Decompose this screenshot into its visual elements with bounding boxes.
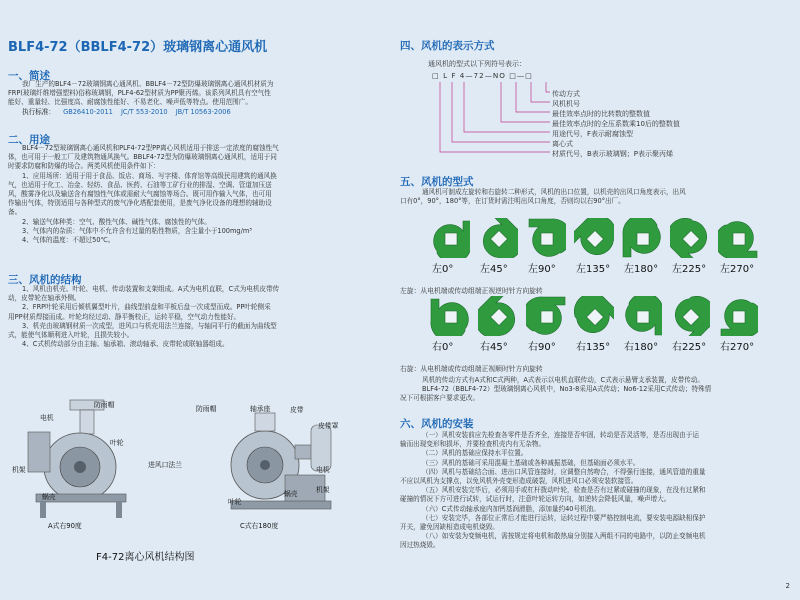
fan-orientation-icon (574, 296, 614, 336)
section6-line: 碰撞的情况下方可进行试转，试运行时，注意叶轮运转方向，如逆转会降低风量，噪声增大。 (400, 495, 671, 504)
label-frame-c: 机架 (316, 486, 330, 494)
section2-line: 4、气体的温度：不超过50℃。 (22, 236, 115, 245)
fan-orientation-icon (430, 218, 470, 258)
code-bracket-lines (436, 80, 556, 170)
label-rain-cap-c: 防雨帽 (196, 405, 217, 413)
section3-body (8, 285, 279, 349)
section2-line: 风，酸雾净化以及输送含有腐蚀性气体或需耐大气腐蚀等场合。既可用作输入气体，也可用 (8, 190, 272, 199)
code-legend-item: 用途代号，F表示耐腐蚀型 (552, 130, 634, 138)
section2-line: 2、输送气体种类：空气、酸性气体、碱性气体、腐蚀性的气体。 (22, 217, 211, 226)
fan-angle-label: 右270° (720, 342, 755, 353)
fan-orientation-icon (670, 296, 710, 336)
fan-orientation-icon (526, 296, 566, 336)
section1-body (8, 80, 274, 117)
label-belt-cover: 皮带罩 (318, 422, 339, 430)
section2-line: 备。 (8, 208, 22, 217)
section5-body (400, 188, 686, 206)
caption-a-type: A式右90度 (48, 522, 82, 530)
label-bearing-seat: 轴承座 (250, 405, 271, 413)
section3-line: 式，能使气体顺利进入叶轮，且损失较小。 (8, 331, 134, 340)
section3-line: 1、风机由机壳、叶轮、电机、传动装置和支架组成。A式为电机直联，C式为电机皮带传 (22, 285, 280, 293)
section3-line: 动，皮带轮在轴承外侧。 (8, 294, 81, 303)
drive-line: 风机的传动方式有A式和C式两种，A式表示以电机直联传动，C式表示悬臂支承装置，皮带传动。 (422, 376, 704, 384)
section2-line: 时要求防腐和防爆的场合。两类风机使用条件如下： (8, 162, 160, 171)
label-volute-a: 蜗壳 (42, 493, 56, 501)
standards-row (8, 108, 274, 117)
section6-line: （八）如安装为变频电机，需按规定将电机和散热扇分别接入两组不同的电路中，以防止变频电机 (422, 532, 706, 541)
fan-angle-label: 左90° (528, 264, 556, 275)
drive-line: 况下可根据客户要求更改。 (400, 394, 480, 403)
section1-line: FRP(玻璃纤维增强塑料)俗称玻璃钢，PLF4-62型材质为PP聚丙烯。该系列风机具有空气性 (8, 89, 271, 98)
section3-line: 4、C式机传动部分由主轴、轴承箱、滚动轴承、皮带轮或联轴器组成。 (22, 340, 229, 349)
section2-line: 3、气体内的杂质：气体中不允许含有过量的粘性物质，含尘量小于100mg/m³ (22, 226, 252, 235)
fan-orientation-icon (718, 218, 758, 258)
section1-line: 我厂生产的BLF4－72玻璃钢离心通风机、BBLF4－72型防爆玻璃钢离心通风机材质为 (22, 80, 274, 88)
fan-orientation-icon (478, 296, 518, 336)
fan-angle-label: 左45° (480, 264, 508, 275)
section5-line: 口有0°，90°，180°等，在订货时需注明出风口角度，否则均以右90°出厂。 (400, 197, 625, 206)
fan-orientation-icon (478, 218, 518, 258)
fan-angle-label: 左180° (624, 264, 659, 275)
std-label: 执行标准： (22, 107, 55, 116)
section6-line: （三）风机的基础可采用混凝土基础或各种减振基础，但基础面必须水平。 (422, 458, 640, 467)
label-belt: 皮带 (290, 406, 304, 414)
section2-line: 1、应用场所：适用于用于食品、饭店、商场、写字楼、体育馆等高级民用建筑的通风换 (22, 171, 277, 180)
label-motor-a: 电机 (40, 414, 54, 422)
section2-heading: 二、用途 (8, 134, 50, 146)
label-impeller-c: 叶轮 (228, 498, 242, 506)
std-item: JB/T 10563-2006 (175, 107, 231, 116)
fan-orientation-icon (430, 296, 470, 336)
section6-heading: 六、风机的安装 (400, 418, 474, 430)
section6-line: （五）风机安装完毕后，必须用手或杠杆拨动叶轮，检查是否有过紧或碰撞的现象，在没有过紧和 (422, 486, 706, 495)
fan-angle-label: 左0° (432, 264, 454, 275)
label-impeller-a: 叶轮 (110, 439, 124, 447)
fan-orientation-icon (526, 218, 566, 258)
label-motor-c: 电机 (316, 466, 330, 474)
section6-line: 开关，避免因缺相造成电机烧毁。 (400, 523, 499, 532)
caption-c-type: C式右180度 (240, 522, 279, 530)
fan-orientation-icon (670, 218, 710, 258)
left-rotation-caption: 左旋：从电机端或传动组端正视逆时针方向旋转 (400, 287, 543, 295)
std-item: JC/T 553-2010 (120, 107, 168, 116)
section3-line: 3、机壳由玻璃钢材质一次成型，进风口与机壳用法兰连接，与轴同平行的截面为曲线型 (22, 321, 277, 330)
section6-line: （二）风机的基础应保持水平位置。 (422, 449, 528, 458)
std-item: GB26410-2011 (63, 107, 113, 116)
drive-text (400, 376, 711, 404)
section6-line: （一）风机安装前应先检查各零件是否齐全，连接是否牢固，转动是否灵活等，是否出现由于运 (422, 431, 699, 439)
fan-angle-label: 右225° (672, 342, 707, 353)
model-code: □ L F 4—72—NO □—□ (432, 71, 533, 80)
right-rotation-caption: 右旋：从电机端或传动组端正视顺时针方向旋转 (400, 365, 543, 373)
section6-line: （六）C式传动轴承座内加钙基润滑脂，添加量约40号机油。 (422, 504, 600, 513)
section6-line: 输而出现变形和损坏，并要检查机壳内有无杂物。 (400, 440, 546, 449)
fan-angle-label: 右135° (576, 342, 611, 353)
section3-heading: 三、风机的结构 (8, 274, 82, 286)
section6-body (400, 431, 706, 551)
page-title: BLF4-72（BBLF4-72）玻璃钢离心通风机 (8, 40, 268, 55)
diagram-title: F4-72离心风机结构图 (96, 552, 195, 563)
code-legend-item: 材质代号，B表示玻璃钢；P表示聚丙烯 (552, 150, 674, 158)
fan-structure-diagram-c (225, 395, 345, 520)
section5-heading: 五、风机的型式 (400, 176, 474, 188)
section4-intro: 通风机的型式以下列符号表示： (428, 60, 526, 68)
section2-line: BLF4－72型玻璃钢离心通风机和PLF4-72型PP离心风机适用于排送一定浓度的腐蚀性气 (22, 144, 279, 152)
section2-line: 体，也可用于一般工厂及建筑物通风换气。BBLF4-72型为防爆玻璃钢离心通风机，适用于同 (8, 153, 277, 162)
section2-line: 气，也适用于化工、冶金、轻纺、食品、医药、石油等工矿行业的排湿、空调、管道加压送 (8, 180, 272, 189)
section5-line: 通风机可制成左旋转和右旋转二种形式，风机的出口位置，以机壳的出风口角度表示，出风 (422, 188, 686, 196)
fan-angle-label: 左270° (720, 264, 755, 275)
section6-line: 因过热烧毁。 (400, 541, 440, 550)
code-legend-item: 风机机号 (552, 100, 580, 108)
section3-line: 2、FRP叶轮采用后倾机翼型叶片，曲线型前盘和平板后盘一次成型而成。PP叶轮侧采 (22, 303, 271, 312)
section2-line: 作输出气体，特别适用与各种型式的废气净化塔配套使用，是废气净化设备的理想的辅助设 (8, 199, 272, 208)
fan-angle-label: 右180° (624, 342, 659, 353)
drive-line: BLF4-72（BBLF4-72）型玻璃钢离心风机中，No3-8采用A式传动；No6-12采用C式传动；特殊情 (422, 385, 712, 394)
section1-line: 能好、重量轻、比强度高、耐腐蚀性能好、不易老化、噪声低等特点。使用范围广。 (8, 98, 252, 107)
page-number: 2 (785, 582, 790, 590)
code-legend-item: 传动方式 (552, 90, 580, 98)
section3-line: 用PP材质焊接而成。叶轮均经过动、静平衡校正，运转平稳，空气动力性能好。 (8, 312, 241, 321)
fan-angle-label: 右45° (480, 342, 508, 353)
section4-heading: 四、风机的表示方式 (400, 40, 495, 52)
label-inlet-flange: 进风口法兰 (148, 461, 182, 469)
code-legend-item: 离心式 (552, 140, 573, 148)
fan-angle-label: 左135° (576, 264, 611, 275)
section1-heading: 一、简述 (8, 70, 50, 82)
fan-angle-label: 右90° (528, 342, 556, 353)
section6-line: （四）风机与基础结合面、进出口风管连接时，应调整自然吻合，不得强行连接，通风管道的重量 (422, 467, 706, 476)
section6-line: （七）安装完毕，各部位正常后才能进行运转，运转过程中要严格控制电流，要安装电源缺相保护 (422, 513, 706, 522)
code-legend-item: 最佳效率点时的比转数的整数值 (552, 110, 650, 118)
label-frame-a: 机架 (12, 466, 26, 474)
code-legend-item: 最佳效率点时的全压系数乘10后的整数值 (552, 120, 680, 128)
section2-body (8, 144, 279, 245)
fan-angle-label: 右0° (432, 342, 454, 353)
fan-orientation-icon (574, 218, 614, 258)
fan-orientation-icon (622, 218, 662, 258)
fan-orientation-icon (622, 296, 662, 336)
code-legend (552, 89, 680, 159)
section6-line: 不应以风机为支撑点，以免风机外壳变形造成破裂，风机进风口必须安装软接管。 (400, 477, 638, 486)
fan-angle-label: 左225° (672, 264, 707, 275)
fan-orientation-icon (718, 296, 758, 336)
label-volute-c: 蜗壳 (284, 490, 298, 498)
label-rain-cap-a: 防雨帽 (94, 401, 115, 409)
